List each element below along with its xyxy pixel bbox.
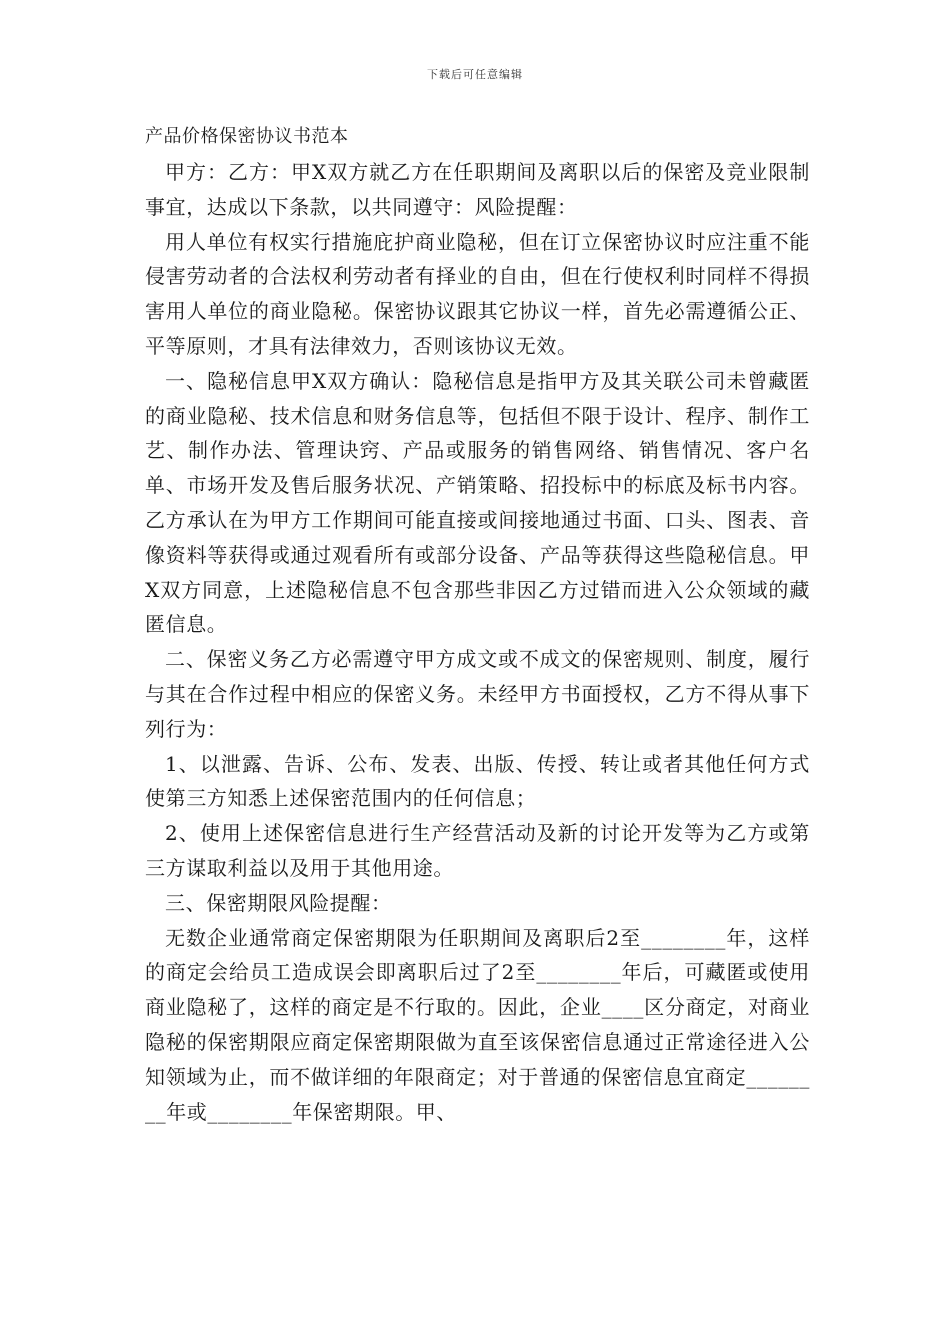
paragraph-parties: 甲方：乙方：甲X双方就乙方在任职期间及离职以后的保密及竞业限制事宜，达成以下条款，以共同遵守：风险提醒： [145,160,810,219]
paragraph-item-2: 2、使用上述保密信息进行生产经营活动及新的讨论开发等为乙方或第三方谋取利益以及用于其他用途。 [145,821,810,880]
paragraph-item-1: 1、以泄露、告诉、公布、发表、出版、传授、转让或者其他任何方式使第三方知悉上述保密范围内的任何信息； [145,751,810,811]
document-title: 产品价格保密协议书范本 [145,126,349,147]
paragraph-section-3-heading: 三、保密期限风险提醒： [165,890,392,915]
paragraph-section-1: 一、隐秘信息甲X双方确认：隐秘信息是指甲方及其关联公司未曾藏匿的商业隐秘、技术信息和财务信息等，包括但不限于设计、程序、制作工艺、制作办法、管理诀窍、产品或服务的销售网络、销售情况、客户名单、市场开发及售后服务状况、产销策略、招投标中的标底及标书内容。乙方承认在为甲方工作期间可能直接或间接地通过书面、口头、图表、音像资料等获得或通过观看所有或部分设备、产品等获得这些隐秘信息。甲X双方同意，上述隐秘信息不包含那些非因乙方过错而进入公众领域的藏匿信息。 [145,368,810,637]
paragraph-section-2: 二、保密义务乙方必需遵守甲方成文或不成文的保密规则、制度，履行与其在合作过程中相应的保密义务。未经甲方书面授权，乙方不得从事下列行为： [145,647,810,741]
page-header-note: 下载后可任意编辑 [427,68,523,81]
document-body [145,122,810,1129]
paragraph-section-3-body: 无数企业通常商定保密期限为任职期间及离职后2至________年，这样的商定会给员工造成误会即离职后过了2至________年后，可藏匿或使用商业隐秘了，这样的商定是不行取的。因此，企业____区分商定，对商业隐秘的保密期限应商定保密期限做为直至该保密信息通过正常途径进入公知领域为止，而不做详细的年限商定；对于普通的保密信息宜商定________年或________年保密期限。甲、 [145,925,810,1124]
paragraph-risk-note: 用人单位有权实行措施庇护商业隐秘，但在订立保密协议时应注重不能侵害劳动者的合法权利劳动者有择业的自由，但在行使权利时同样不得损害用人单位的商业隐秘。保密协议跟其它协议一样，首先必需遵循公正、平等原则，才具有法律效力，否则该协议无效。 [145,229,810,358]
